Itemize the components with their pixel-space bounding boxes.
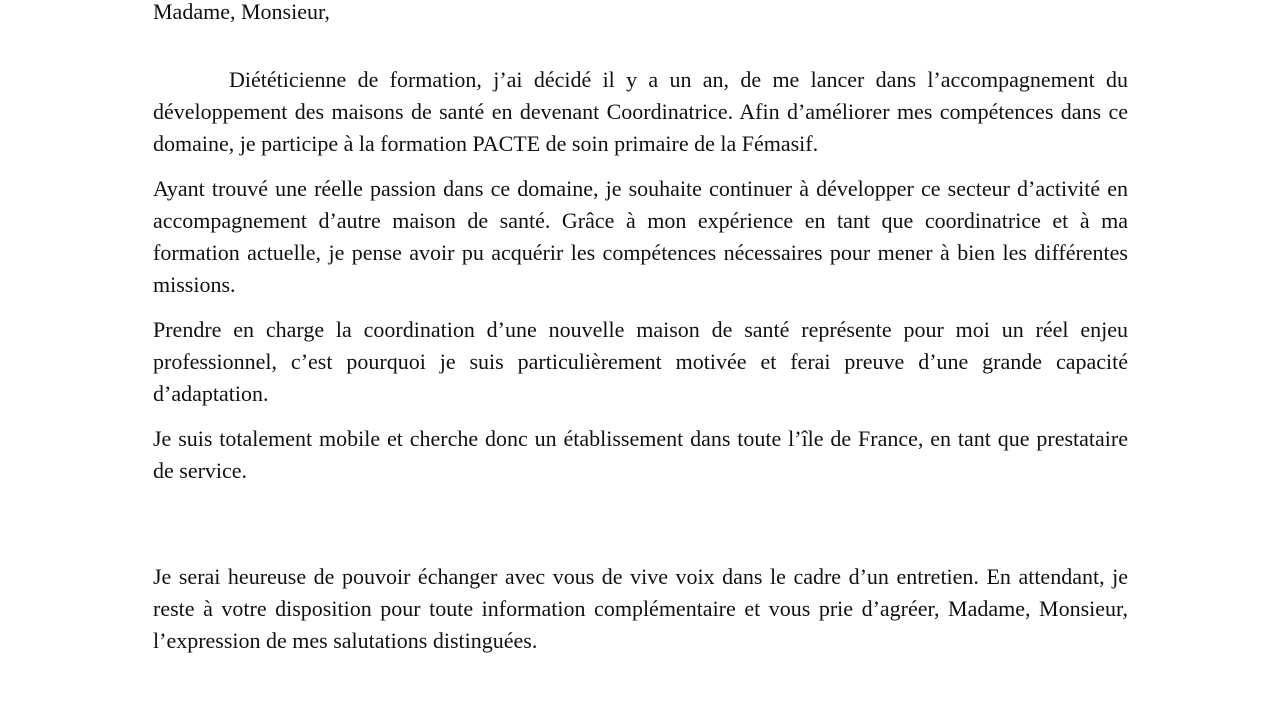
paragraph-closing: Je serai heureuse de pouvoir échanger avec vous de vive voix dans le cadre d’un entretien. En attendant, je reste à votre disposition pour toute information complémentaire et vous prie d’agréer, Madame, Monsieur, l’expression de mes salutations distinguées. — [153, 564, 1128, 653]
paragraph-mobility: Je suis totalement mobile et cherche donc un établissement dans toute l’île de France, en tant que prestataire de service. — [153, 426, 1128, 483]
letter-greeting: Madame, Monsieur, — [153, 0, 330, 24]
paragraph-spacer — [153, 500, 1128, 561]
cover-letter-body — [153, 0, 1128, 670]
paragraph-challenge: Prendre en charge la coordination d’une nouvelle maison de santé représente pour moi un réel enjeu professionnel, c’est pourquoi je suis particulièrement motivée et ferai preuve d’une grande capacité d’adaptation. — [153, 317, 1128, 406]
paragraph-introduction: Diététicienne de formation, j’ai décidé il y a un an, de me lancer dans l’accompagnement du développement des maisons de santé en devenant Coordinatrice. Afin d’améliorer mes compétences dans ce domaine, je participe à la formation PACTE de soin primaire de la Fémasif. — [153, 67, 1128, 156]
paragraph-motivation: Ayant trouvé une réelle passion dans ce domaine, je souhaite continuer à développer ce secteur d’activité en accompagnement d’autre maison de santé. Grâce à mon expérience en tant que coordinatrice et à ma formation actuelle, je pense avoir pu acquérir les compétences nécessaires pour mener à bien les différentes missions. — [153, 176, 1128, 297]
